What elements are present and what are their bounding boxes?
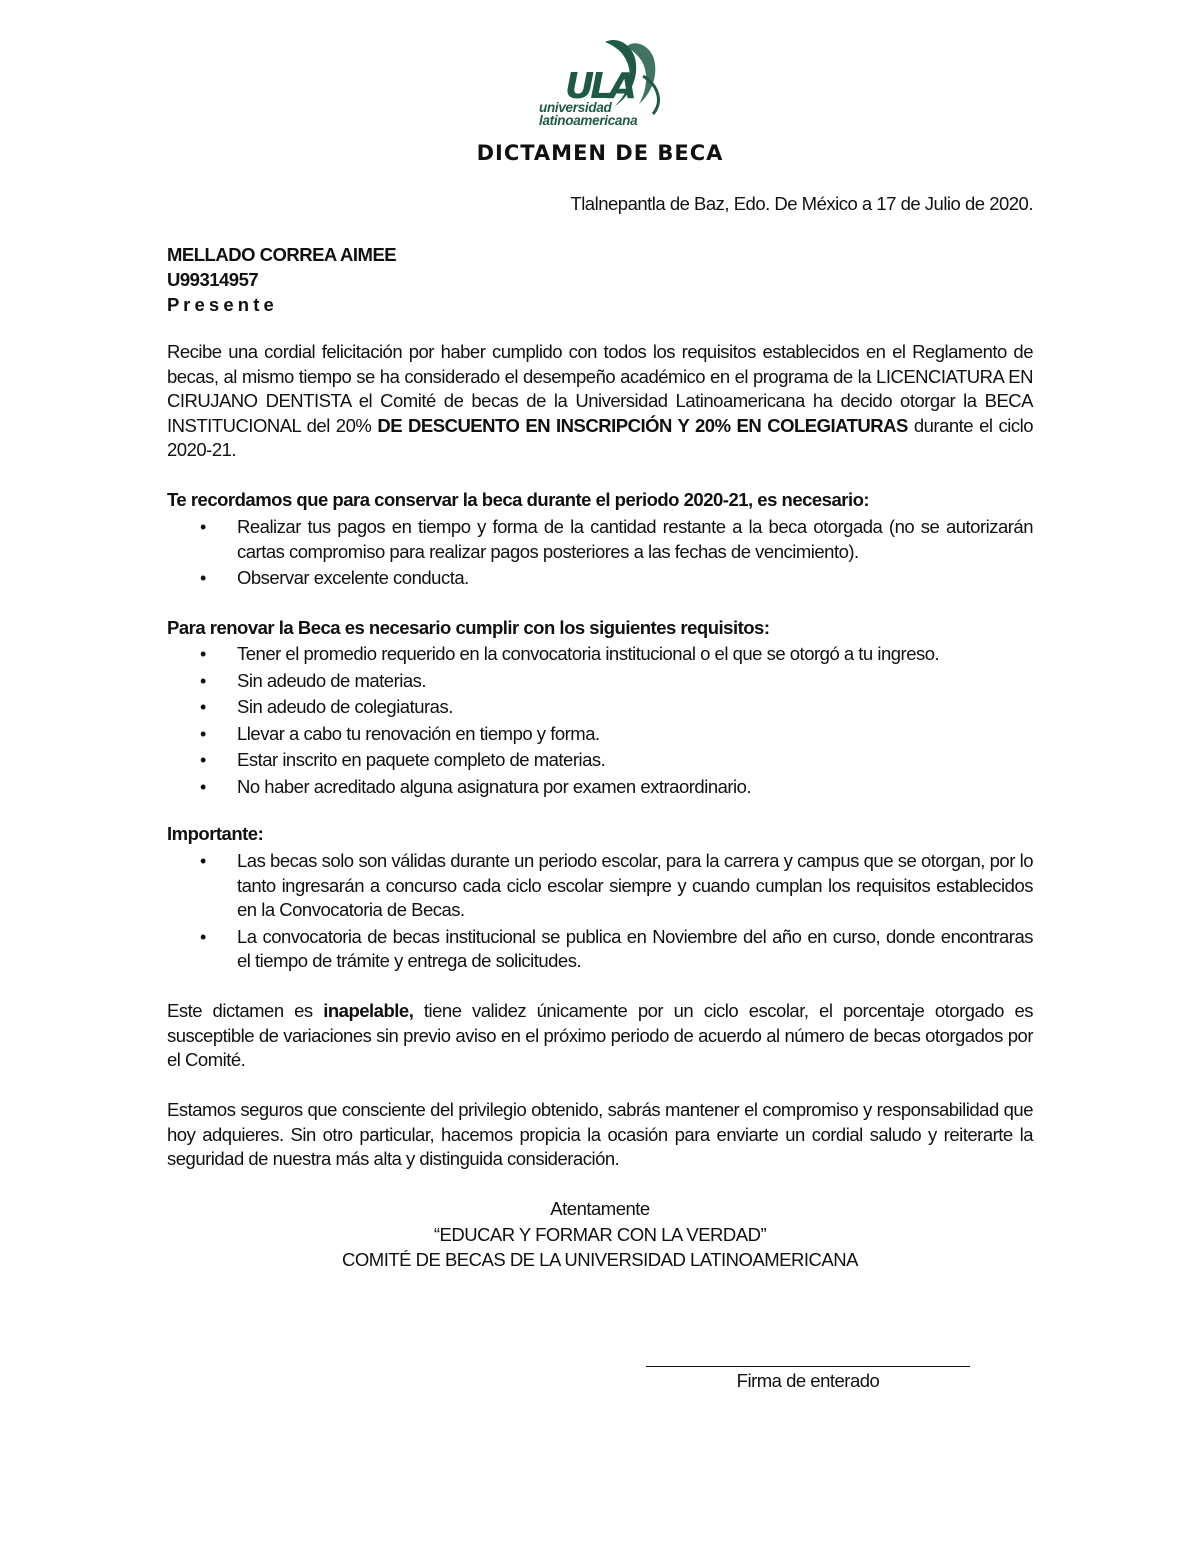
list-item: • Sin adeudo de materias. [167,669,1033,694]
closing-line-2: “EDUCAR Y FORMAR CON LA VERDAD” [433,1223,767,1245]
logo-wordmark [539,101,637,127]
list-item: • No haber acreditado alguna asignatura por examen extraordinario. [167,775,1033,800]
logo-text-line1: universidad [539,100,612,115]
list-item: • Observar excelente conducta. [167,566,1033,591]
conserve-list [167,515,1033,593]
signature-label: Firma de enterado [736,1370,880,1391]
logo-mark: ULA [565,66,634,107]
closing-line-1: Atentamente [550,1198,650,1219]
renew-heading: Para renovar la Beca es necesario cumplir con los siguientes requisitos: [167,617,770,638]
document-title: DICTAMEN DE BECA [476,141,724,165]
date-line: Tlalnepantla de Baz, Edo. De México a 17 de Julio de 2020. [570,193,1033,214]
renew-list [167,642,1033,801]
addressee-block [167,242,396,317]
intro-paragraph [167,340,1033,463]
logo-text-line2: latinoamericana [539,113,638,128]
intro-bold-text: DE DESCUENTO EN INSCRIPCIÓN Y 20% EN COLEGIATURAS [377,414,908,436]
addressee-id: U99314957 [167,269,259,290]
list-item: • Sin adeudo de colegiaturas. [167,695,1033,720]
addressee-name: MELLADO CORREA AIMEE [167,244,397,265]
list-item: • Estar inscrito en paquete completo de materias. [167,748,1033,773]
list-item: • La convocatoria de becas institucional se publica en Noviembre del año en curso, donde encontraras el tiempo de trámite y entrega de solicitudes. [167,925,1033,974]
signature-line [646,1366,970,1367]
dictamen-text-end: tiene validez únicamente por un ciclo escolar, el porcentaje otorgado es susceptible de variaciones sin previo aviso en el próximo periodo de acuerdo al número de becas otorgados por el Comité. [167,1000,1033,1070]
dictamen-text: Este dictamen es [167,1000,324,1021]
important-list [167,849,1033,976]
addressee-greeting: P r e s e n t e [167,294,274,315]
closing-block [0,1196,1200,1273]
closing-paragraph: Estamos seguros que consciente del privilegio obtenido, sabrás mantener el compromiso y responsabilidad que hoy adquieres. Sin otro particular, hacemos propicia la ocasión para enviarte un cordial saludo y reiterarte la seguridad de nuestra más alta y distinguida consideración. [167,1099,1033,1169]
list-item: • Realizar tus pagos en tiempo y forma de la cantidad restante a la beca otorgada (no se autorizarán cartas compromiso para realizar pagos posteriores a las fechas de vencimiento). [167,515,1033,564]
intro-text-end: durante el ciclo 2020-21. [167,414,1033,460]
dictamen-bold-text: inapelable, [323,1000,414,1021]
list-item: • Llevar a cabo tu renovación en tiempo y forma. [167,722,1033,747]
conserve-heading: Te recordamos que para conservar la beca durante el periodo 2020-21, es necesario: [167,489,870,510]
list-item: • Las becas solo son válidas durante un periodo escolar, para la carrera y campus que se otorgan, por lo tanto ingresarán a concurso cada ciclo escolar siempre y cuando cumplan los requisitos establecidos en la Convocatoria de Becas. [167,849,1033,923]
dictamen-paragraph [167,999,1033,1073]
important-heading: Importante: [167,823,264,844]
intro-text: Recibe una cordial felicitación por haber cumplido con todos los requisitos establecidos en el Reglamento de becas, al mismo tiempo se ha considerado el desempeño académico en el programa de la LICENCIATURA EN CIRUJANO DENTISTA el Comité de becas de la Universidad Latinoamericana ha decido otorgar la BECA INSTITUCIONAL del 20% [167,341,1033,436]
list-item: • Tener el promedio requerido en la convocatoria institucional o el que se otorgó a tu ingreso. [167,642,1033,667]
closing-line-3: COMITÉ DE BECAS DE LA UNIVERSIDAD LATINOAMERICANA [342,1249,858,1270]
